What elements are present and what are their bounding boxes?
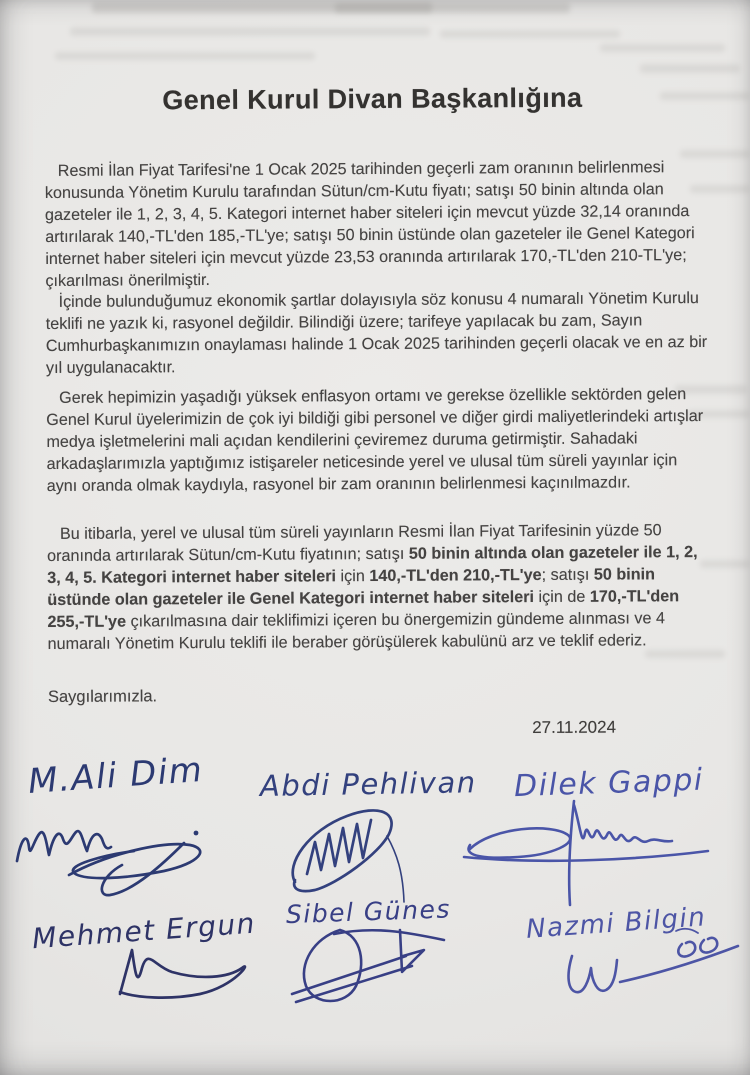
ink-strokes <box>293 810 404 902</box>
signature-scribble-mehmet-ergun <box>108 942 258 1002</box>
ink-strokes <box>569 929 738 992</box>
signature-name-m-ali-dim <box>24 746 234 804</box>
signature-scribble-nazmi-bilgin <box>556 928 746 1000</box>
paragraph-4-segment: için de <box>533 587 590 607</box>
paragraph-4-segment: için <box>335 567 370 586</box>
svg-text:Abdi Pehlivan: Abdi Pehlivan <box>259 765 477 804</box>
paragraph-4-segment-bold: 140,-TL'den 210,-TL'ye <box>369 565 542 586</box>
paragraph-1: Resmi İlan Fiyat Tarifesi'ne 1 Ocak 2025 tarihinden geçerli zam oranının belirlenmesi konusunda Yönetim Kurulu tarafından Sütun/cm-Kutu fiyatı; satışı 50 binin altında olan gazeteler ile 1, 2, 3, 4, 5. Kategori internet haber siteleri için mevcut yüzde 32,14 oranında artırılarak 140,-TL'den 185,-TL'ye; satışı 50 binin üstünde olan gazeteler ile Genel Kategori internet haber siteleri için mevcut yüzde 23,53 oranında artırılarak 170,-TL'den 210-TL'ye; çıkarılması önerilmiştir. <box>44 158 695 291</box>
signature-scribble-sibel-gunes <box>288 916 453 1011</box>
ink-strokes <box>120 950 245 998</box>
letter-date: 27.11.2024 <box>532 717 617 738</box>
letter-title: Genel Kurul Divan Başkanlığına <box>162 82 583 116</box>
ink-strokes <box>292 930 444 1002</box>
svg-text:Nazmi Bilgin: Nazmi Bilgin <box>525 902 708 945</box>
svg-text:Sibel Günes: Sibel Günes <box>285 894 452 930</box>
signature-scribble-abdi-pehlivan <box>283 806 413 906</box>
svg-text:Dilek Gappi: Dilek Gappi <box>513 762 705 805</box>
paragraph-4-segment-bold: 50 binin altında olan gazeteler ile 1, 2, 3, 4, 5. Kategori internet haber siteleri <box>47 543 698 588</box>
svg-text:Mehmet Ergun: Mehmet Ergun <box>31 906 257 956</box>
paragraph-4-segment: çıkarılmasına dair teklifimizi içeren bu önergemizin gündeme alınması ve 4 numaralı Yönetim Kurulu teklifi ile beraber görüşülerek kabulünü arz ve teklif ederiz. <box>47 609 666 654</box>
paragraph-4-segment: ; satışı <box>541 565 594 584</box>
paragraph-4-segment: Bu itibarla, yerel ve ulusal tüm süreli yayınların Resmi İlan Fiyat Tarifesinin yüzde 50 oranında artırılarak Sütun/cm-Kutu fiyatının; satışı <box>47 521 662 566</box>
signature-scribble-m-ali-dim <box>14 803 214 898</box>
signature-scribble-dilek-gappi <box>456 797 746 909</box>
paragraph-2: İçinde bulunduğumuz ekonomik şartlar dolayısıyla söz konusu 4 numaralı Yönetim Kurulu teklifi ne yazık ki, rasyonel değildir. Bilindiği üzere; tarifeye yapılacak bu zam, Sayın Cumhurbaşkanımızın onaylaması halinde 1 Ocak 2025 tarihinden geçerli olacak ve en az bir yıl uygulanacaktır. <box>45 289 708 378</box>
paragraph-3: Gerek hepimizin yaşadığı yüksek enflasyon ortamı ve gerekse özellikle sektörden gelen Genel Kurul üyelerimizin de çok iyi bildiği gibi personel ve diğer girdi maliyetlerindeki artışlar medya işletmelerini mali açıdan kendilerini çeviremez duruma getirmiştir. Sahadaki arkadaşlarımızla yaptığımız istişareler neticesinde yerel ve ulusal tüm süreli yayınlar için aynı oranda olmak kaydıyla, rasyonel bir zam oranının belirlenmesi kaçınılmazdır. <box>46 385 704 496</box>
paragraph-4-segment-bold: 50 binin üstünde olan gazeteler ile Genel Kategori internet haber siteleri <box>47 565 656 610</box>
paragraph-4-segment-bold: 170,-TL'den 255,-TL'ye <box>47 587 680 632</box>
svg-text:M.Ali Dim: M.Ali Dim <box>26 749 205 802</box>
ink-strokes <box>17 831 200 895</box>
closing-salutation: Saygılarımızla. <box>47 687 158 707</box>
ink-dot <box>194 831 199 836</box>
ink-strokes <box>464 801 708 905</box>
paragraph-4 <box>47 519 713 655</box>
